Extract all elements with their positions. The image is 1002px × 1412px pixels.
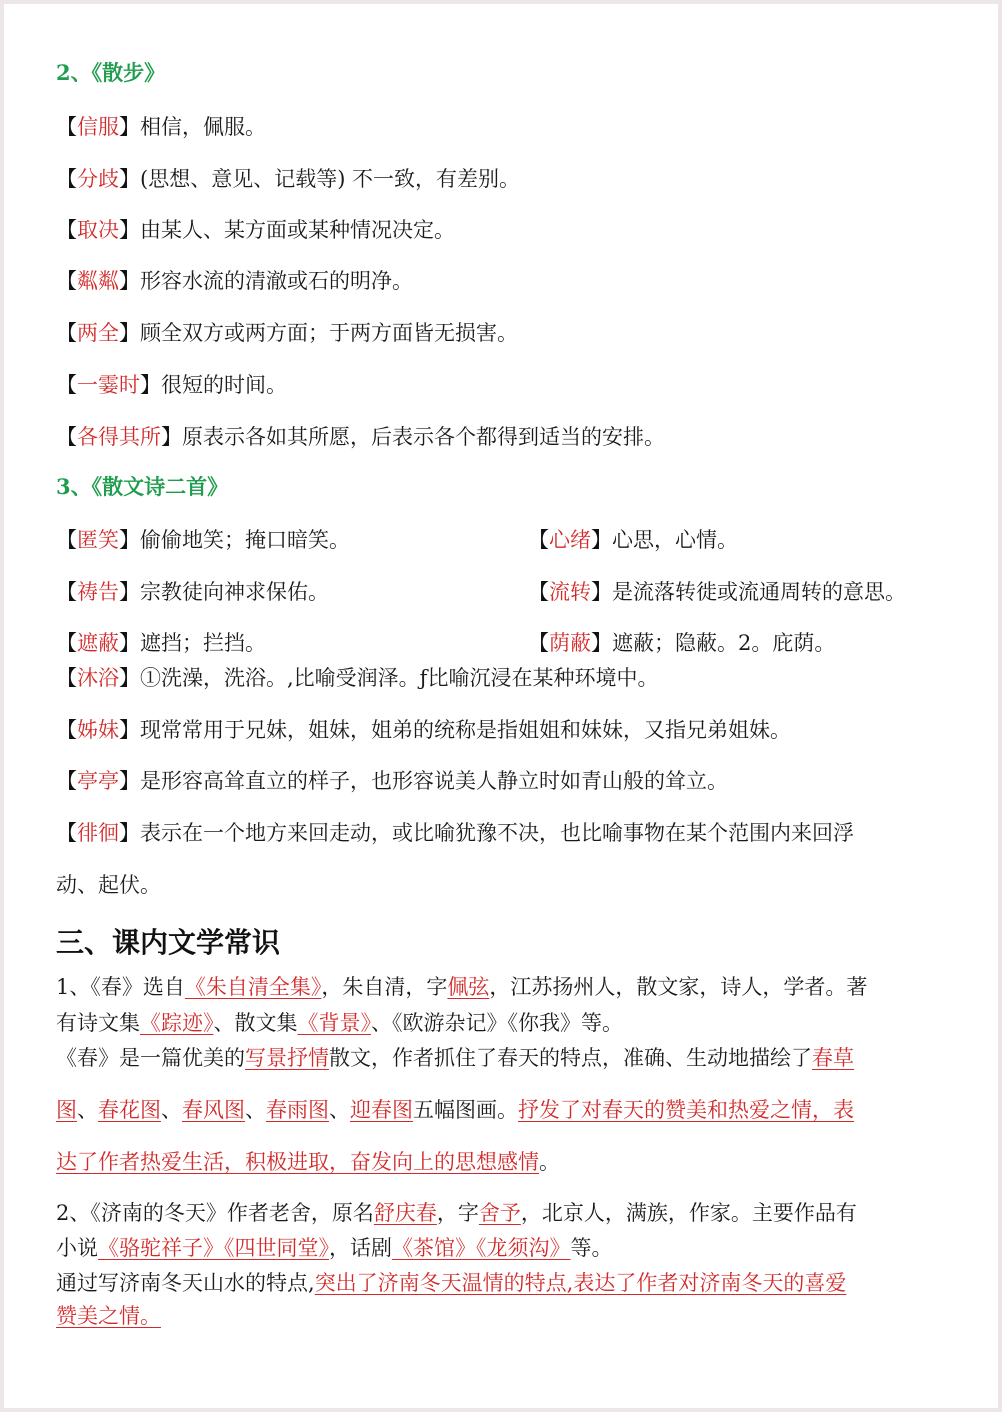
vocab-def: 遮挡；拦挡。 (140, 631, 266, 655)
vocab-item: 【遮蔽】遮挡；拦挡。 (56, 631, 266, 655)
text: ，朱自清，字 (321, 975, 448, 999)
vocab-def: 心思，心情。 (612, 528, 738, 552)
text: 等。 (570, 1236, 613, 1260)
vocab-term: 姊妹 (77, 718, 119, 742)
vocab-def: 遮蔽；隐蔽。2。庇荫。 (612, 631, 836, 655)
vocab-item: 【流转】是流落转徙或流通周转的意思。 (528, 580, 906, 604)
highlight: 春雨图 (266, 1098, 329, 1122)
vocab-term: 各得其所 (77, 425, 161, 449)
highlight: 《朱自清全集》 (184, 975, 322, 999)
text: 、 (245, 1098, 266, 1122)
section-heading-sanwenshi: 3、《散文诗二首》 (56, 474, 229, 499)
vocab-item: 【心绪】心思，心情。 (528, 528, 738, 552)
highlight: 舍予 (478, 1201, 521, 1225)
vocab-item: 【分歧】(思想、意见、记载等) 不一致，有差别。 (56, 167, 521, 191)
vocab-item: 【亭亭】是形容高耸直立的样子，也形容说美人静立时如青山般的耸立。 (56, 769, 728, 793)
text: 《春》是一篇优美的 (56, 1046, 245, 1070)
vocab-item: 【信服】相信，佩服。 (56, 115, 266, 139)
text: 、 (161, 1098, 182, 1122)
vocab-item: 【两全】顾全双方或两方面；于两方面皆无损害。 (56, 321, 518, 345)
text: 五幅图画。 (413, 1098, 518, 1122)
highlight: 春草 (812, 1046, 854, 1070)
vocab-def: 相信，佩服。 (140, 115, 266, 139)
vocab-term: 粼粼 (77, 269, 119, 293)
highlight: 抒发了对春天的赞美和热爱之情，表 (518, 1098, 854, 1122)
vocab-def: 原表示各如其所愿，后表示各个都得到适当的安排。 (182, 425, 665, 449)
vocab-def: 偷偷地笑；掩口暗笑。 (140, 528, 350, 552)
highlight: 春花图 (98, 1098, 161, 1122)
vocab-item: 【祷告】宗教徒向神求保佑。 (56, 580, 329, 604)
text: 、散文集 (213, 1011, 298, 1035)
highlight: 写景抒情 (245, 1046, 329, 1070)
section-heading-sanbu: 2、《散步》 (56, 60, 166, 85)
vocab-item: 【一霎时】很短的时间。 (56, 373, 287, 397)
para-chun-desc-line2 (56, 1095, 854, 1125)
highlight: 迎春图 (350, 1098, 413, 1122)
vocab-term: 流转 (549, 580, 591, 604)
vocab-term: 荫蔽 (549, 631, 591, 655)
text: ，字 (436, 1201, 479, 1225)
vocab-term: 匿笑 (77, 528, 119, 552)
vocab-item: 【各得其所】原表示各如其所愿，后表示各个都得到适当的安排。 (56, 425, 665, 449)
highlight: 《茶馆》《龙须沟》 (392, 1236, 571, 1260)
vocab-def: 由某人、某方面或某种情况决定。 (140, 218, 455, 242)
highlight: 赞美之情。 (56, 1304, 161, 1328)
text: 、 (77, 1098, 98, 1122)
highlight: 《踪迹》 (140, 1011, 214, 1035)
para-jinan-line2 (56, 1233, 613, 1263)
highlight: 达了作者热爱生活，积极进取，奋发向上的思想感情 (56, 1150, 539, 1174)
vocab-def: 顾全双方或两方面；于两方面皆无损害。 (140, 321, 518, 345)
highlight: 《背景》 (297, 1011, 371, 1035)
vocab-term: 心绪 (549, 528, 591, 552)
para-jinan-line1 (56, 1198, 857, 1228)
section-title-literature: 三、课内文学常识 (56, 926, 281, 959)
highlight: 图 (56, 1098, 77, 1122)
vocab-term: 取决 (77, 218, 119, 242)
vocab-item: 【荫蔽】遮蔽；隐蔽。2。庇荫。 (528, 631, 836, 655)
vocab-item: 【匿笑】偷偷地笑；掩口暗笑。 (56, 528, 350, 552)
highlight: 舒庆春 (373, 1201, 437, 1225)
highlight: 《骆驼祥子》《四世同堂》 (98, 1236, 329, 1260)
para-jinan-summary-line2 (56, 1301, 161, 1331)
text: 1、《春》选自 (56, 975, 185, 999)
vocab-def: ①洗澡，洗浴。,比喻受润泽。ƒ比喻沉浸在某种环境中。 (140, 666, 659, 690)
para-chun-desc-line1 (56, 1043, 854, 1073)
vocab-def: (思想、意见、记载等) 不一致，有差别。 (140, 167, 521, 191)
vocab-term: 遮蔽 (77, 631, 119, 655)
vocab-def: 是流落转徙或流通周转的意思。 (612, 580, 906, 604)
highlight: 春风图 (182, 1098, 245, 1122)
vocab-def: 是形容高耸直立的样子，也形容说美人静立时如青山般的耸立。 (140, 769, 728, 793)
para-chun-line2 (56, 1008, 623, 1038)
para-chun-desc-line3 (56, 1147, 560, 1177)
vocab-item: 【姊妹】现常常用于兄妹，姐妹，姐弟的统称是指姐姐和妹妹，又指兄弟姐妹。 (56, 718, 791, 742)
vocab-item: 【粼粼】形容水流的清澈或石的明净。 (56, 269, 413, 293)
vocab-def: 很短的时间。 (161, 373, 287, 397)
vocab-term: 两全 (77, 321, 119, 345)
text: 。 (539, 1150, 560, 1174)
vocab-term: 沐浴 (77, 666, 119, 690)
vocab-term: 信服 (77, 115, 119, 139)
para-chun-line1 (56, 972, 867, 1002)
vocab-term: 分歧 (77, 167, 119, 191)
vocab-term: 亭亭 (77, 769, 119, 793)
highlight: 佩弦 (447, 975, 490, 999)
text: ，话剧 (329, 1236, 392, 1260)
vocab-term: 徘徊 (77, 821, 119, 845)
vocab-continuation: 动、起伏。 (56, 873, 161, 897)
text: 小说 (56, 1236, 98, 1260)
text: 有诗文集 (56, 1011, 140, 1035)
text: 、 (329, 1098, 350, 1122)
text: 、《欧游杂记》《你我》等。 (371, 1011, 623, 1035)
vocab-def: 形容水流的清澈或石的明净。 (140, 269, 413, 293)
text: ，北京人，满族，作家。主要作品有 (520, 1201, 857, 1225)
vocab-def: 宗教徒向神求保佑。 (140, 580, 329, 604)
document-page (4, 4, 998, 1408)
vocab-item: 【徘徊】表示在一个地方来回走动，或比喻犹豫不决，也比喻事物在某个范围内来回浮 (56, 821, 854, 845)
vocab-def: 现常常用于兄妹，姐妹，姐弟的统称是指姐姐和妹妹，又指兄弟姐妹。 (140, 718, 791, 742)
text: 通过写济南冬天山水的特点, (56, 1271, 315, 1295)
vocab-term: 一霎时 (77, 373, 140, 397)
text: ，江苏扬州人，散文家，诗人，学者。著 (489, 975, 868, 999)
para-jinan-summary-line1 (56, 1268, 846, 1298)
vocab-item: 【取决】由某人、某方面或某种情况决定。 (56, 218, 455, 242)
vocab-term: 祷告 (77, 580, 119, 604)
text: 散文，作者抓住了春天的特点，准确、生动地描绘了 (329, 1046, 812, 1070)
highlight: 突出了济南冬天温情的特点,表达了作者对济南冬天的喜爱 (314, 1271, 847, 1295)
vocab-item: 【沐浴】①洗澡，洗浴。,比喻受润泽。ƒ比喻沉浸在某种环境中。 (56, 666, 659, 690)
text: 2、《济南的冬天》作者老舍，原名 (56, 1201, 374, 1225)
vocab-def: 表示在一个地方来回走动，或比喻犹豫不决，也比喻事物在某个范围内来回浮 (140, 821, 854, 845)
